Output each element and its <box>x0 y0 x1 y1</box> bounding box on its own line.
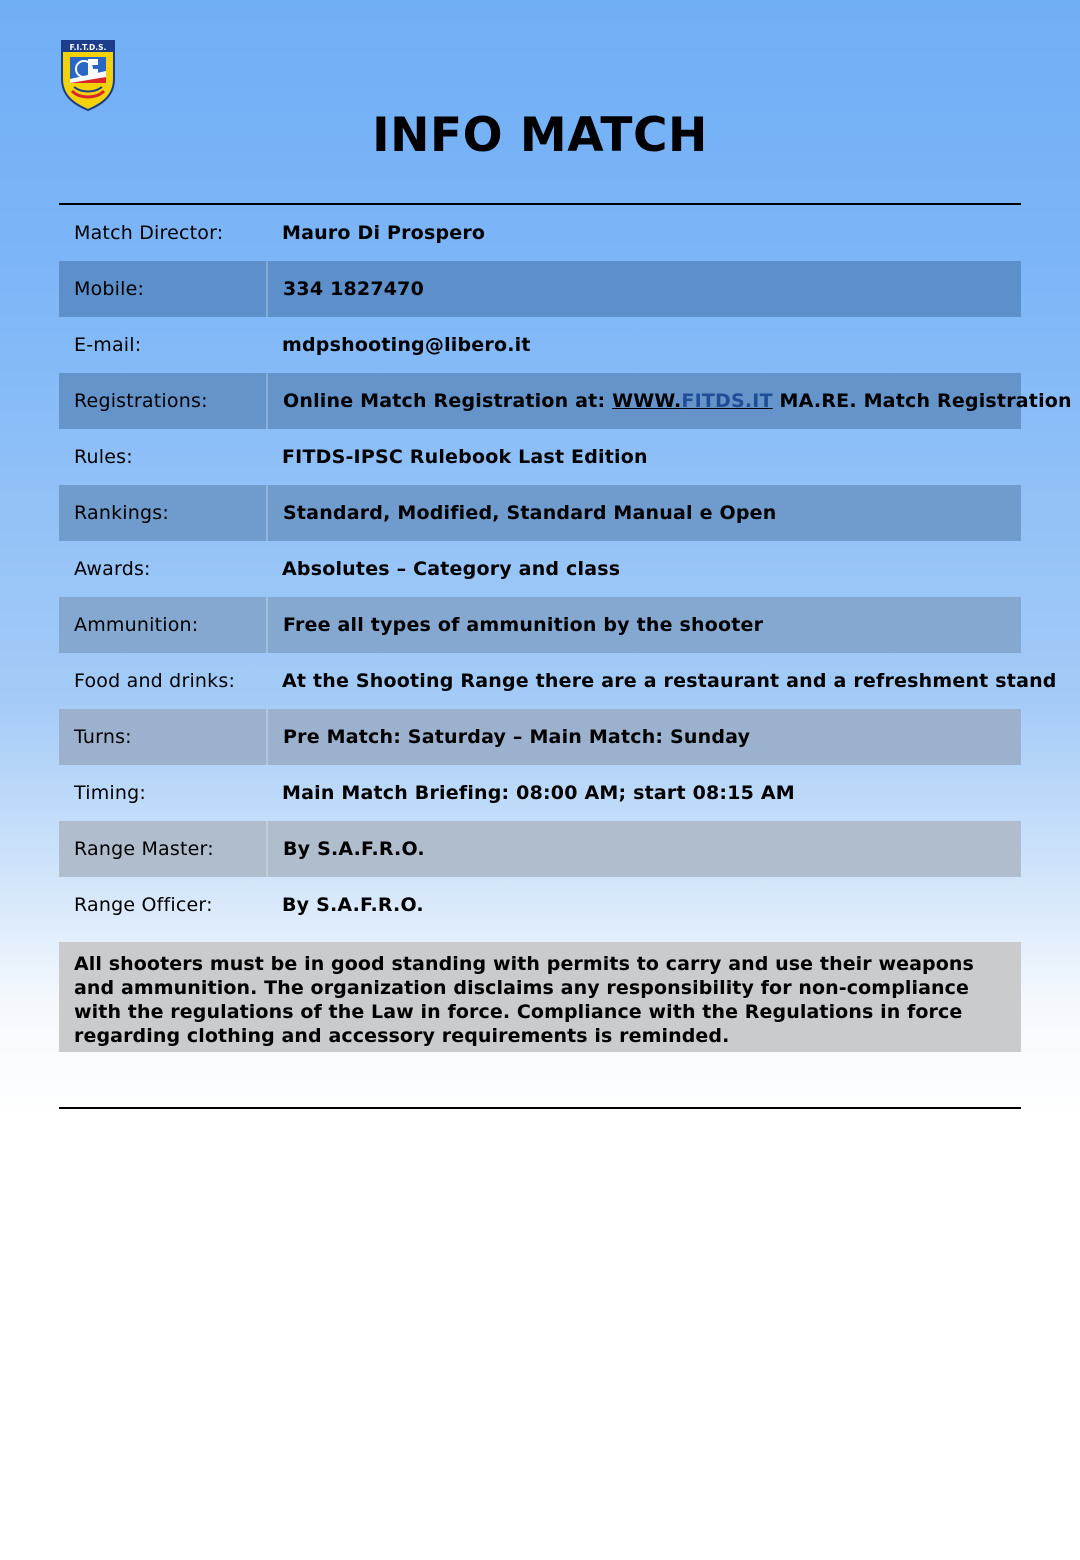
row-label: Registrations: <box>59 373 267 429</box>
fitds-website-link[interactable] <box>612 390 773 412</box>
registration-text: MA.RE. Match Registration <box>772 390 1072 412</box>
link-text-part[interactable]: WWW. <box>612 390 682 412</box>
fitds-logo <box>60 39 116 111</box>
info-row <box>59 877 1021 933</box>
row-label: Mobile: <box>59 261 267 317</box>
info-row <box>59 541 1021 597</box>
info-row <box>59 597 1021 653</box>
info-row <box>59 429 1021 485</box>
page-title: INFO MATCH <box>372 108 708 163</box>
row-label: Range Officer: <box>74 894 213 916</box>
row-value: Main Match Briefing: 08:00 AM; start 08:15 AM <box>282 782 795 804</box>
row-value: FITDS-IPSC Rulebook Last Edition <box>282 446 648 468</box>
row-value: Standard, Modified, Standard Manual e Open <box>283 502 777 524</box>
row-value: mdpshooting@libero.it <box>282 334 531 356</box>
info-row <box>59 317 1021 373</box>
registration-text: Online Match Registration at: <box>283 390 613 412</box>
row-label: Timing: <box>74 782 146 804</box>
info-row <box>59 205 1021 261</box>
info-row <box>59 373 1021 429</box>
row-label: Match Director: <box>74 222 224 244</box>
info-row <box>59 709 1021 765</box>
row-label: Range Master: <box>59 821 267 877</box>
info-row <box>59 485 1021 541</box>
row-value: Pre Match: Saturday – Main Match: Sunday <box>283 726 751 748</box>
row-label: Ammunition: <box>59 597 267 653</box>
row-value <box>267 373 1072 429</box>
row-value: By S.A.F.R.O. <box>282 894 424 916</box>
row-value: Absolutes – Category and class <box>282 558 621 580</box>
row-label: E-mail: <box>74 334 142 356</box>
link-text-part[interactable]: FITDS.IT <box>681 390 773 412</box>
row-value: Mauro Di Prospero <box>282 222 486 244</box>
row-value: By S.A.F.R.O. <box>283 838 425 860</box>
row-label: Rules: <box>74 446 133 468</box>
row-value: At the Shooting Range there are a restaurant and a refreshment stand <box>282 670 1057 692</box>
info-row <box>59 765 1021 821</box>
row-value: Free all types of ammunition by the shooter <box>283 614 764 636</box>
notice-box: All shooters must be in good standing with permits to carry and use their weapons and ammunition. The organization disclaims any responsibility for non-compliance with the regulations of the Law in force. Compliance with the Regulations in force regarding clothing and accessory requirements is reminded. <box>59 942 1021 1052</box>
row-label: Awards: <box>74 558 151 580</box>
row-label: Turns: <box>59 709 267 765</box>
row-value: 334 1827470 <box>283 278 425 300</box>
row-label: Food and drinks: <box>74 670 236 692</box>
info-row <box>59 821 1021 877</box>
info-table <box>59 205 1072 933</box>
info-row <box>59 261 1021 317</box>
info-row <box>59 653 1021 709</box>
bottom-divider <box>59 1107 1021 1109</box>
row-label: Rankings: <box>59 485 267 541</box>
logo-lettering: F.I.T.D.S. <box>69 43 107 52</box>
